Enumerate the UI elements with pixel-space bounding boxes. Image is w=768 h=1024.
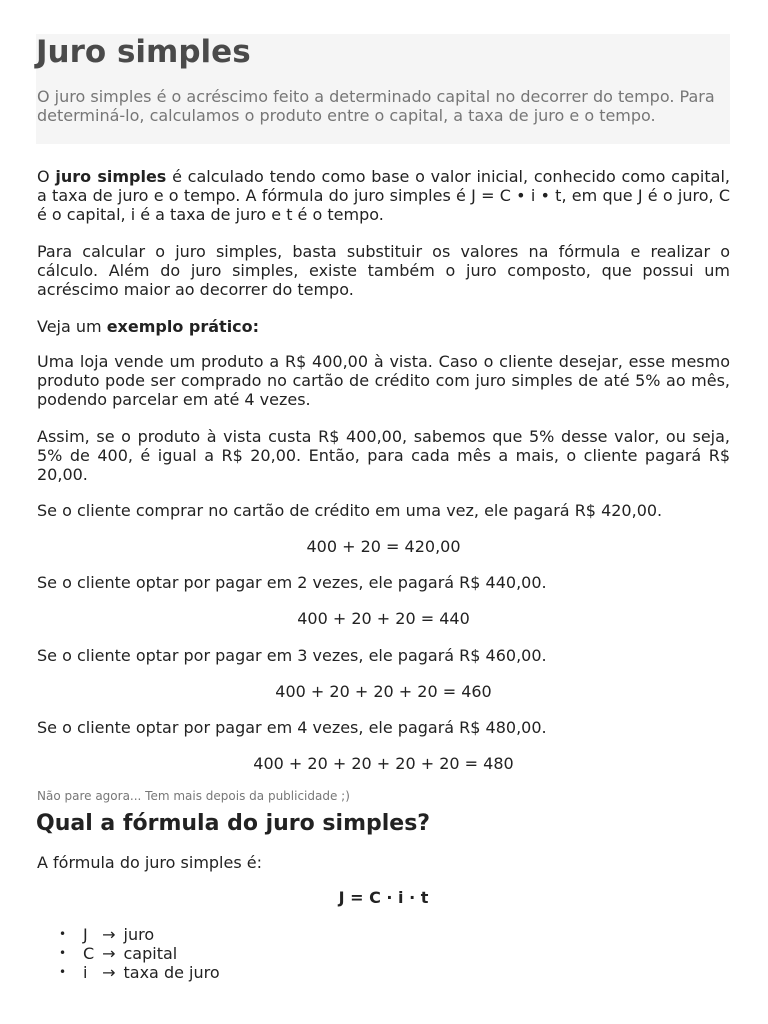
equation-two-times: 400 + 20 + 20 = 440 bbox=[297, 609, 470, 628]
section-heading-formula: Qual a fórmula do juro simples? bbox=[36, 811, 431, 836]
definition-meaning: taxa de juro bbox=[123, 963, 220, 982]
article-lead: O juro simples é o acréscimo feito a determinado capital no decorrer do tempo. Para determiná-lo, calculamos o produto entre o capital, a taxa de juro e o tempo. bbox=[37, 87, 715, 125]
formula-intro: A fórmula do juro simples é: bbox=[37, 853, 262, 872]
equation-four-times: 400 + 20 + 20 + 20 + 20 = 480 bbox=[253, 754, 514, 773]
bullet-icon: • bbox=[59, 946, 67, 960]
article-title: Juro simples bbox=[36, 34, 251, 70]
arrow-right-icon: → bbox=[102, 925, 116, 944]
paragraph-calculation: Para calcular o juro simples, basta substituir os valores na fórmula e realizar o cálculo. Além do juro simples, existe também o juro composto, que possui um acréscimo maior ao decorrer do tempo. bbox=[37, 242, 730, 299]
paragraph-intro-prefix: O bbox=[37, 167, 56, 186]
bullet-icon: • bbox=[59, 927, 67, 941]
arrow-right-icon: → bbox=[102, 944, 116, 963]
definition-item bbox=[37, 963, 220, 982]
example-bold: exemplo prático: bbox=[106, 317, 260, 336]
equation-three-times: 400 + 20 + 20 + 20 = 460 bbox=[275, 682, 492, 701]
definition-list bbox=[37, 925, 220, 982]
paragraph-percent: Assim, se o produto à vista custa R$ 400,00, sabemos que 5% desse valor, ou seja, 5% de 400, é igual a R$ 20,00. Então, para cada mês a mais, o cliente pagará R$ 20,00. bbox=[37, 427, 730, 484]
definition-symbol: J bbox=[83, 925, 88, 944]
paragraph-four-times: Se o cliente optar por pagar em 4 vezes, ele pagará R$ 480,00. bbox=[37, 718, 547, 737]
paragraph-three-times: Se o cliente optar por pagar em 3 vezes, ele pagará R$ 460,00. bbox=[37, 646, 547, 665]
formula: J = C · i · t bbox=[338, 888, 429, 907]
definition-symbol: i bbox=[83, 963, 88, 982]
definition-meaning: juro bbox=[123, 925, 155, 944]
example-prefix: Veja um bbox=[37, 317, 107, 336]
arrow-right-icon: → bbox=[102, 963, 116, 982]
paragraph-intro-rest: é calculado tendo como base o valor inicial, conhecido como capital, a taxa de juro e o tempo. A fórmula do juro simples é J = C • i • t, em que J é o juro, C é o capital, i é a taxa de juro e t é o tempo. bbox=[37, 167, 730, 224]
definition-item bbox=[37, 925, 220, 944]
paragraph-two-times: Se o cliente optar por pagar em 2 vezes, ele pagará R$ 440,00. bbox=[37, 573, 547, 592]
equation-one-time: 400 + 20 = 420,00 bbox=[306, 537, 461, 556]
paragraph-intro bbox=[37, 167, 730, 224]
ad-note: Não pare agora... Tem mais depois da publicidade ;) bbox=[37, 789, 350, 803]
paragraph-one-time: Se o cliente comprar no cartão de crédito em uma vez, ele pagará R$ 420,00. bbox=[37, 501, 663, 520]
paragraph-intro-bold: juro simples bbox=[55, 167, 167, 186]
definition-symbol: C bbox=[83, 944, 95, 963]
definition-item bbox=[37, 944, 220, 963]
paragraph-example-heading bbox=[37, 317, 730, 336]
paragraph-store: Uma loja vende um produto a R$ 400,00 à vista. Caso o cliente desejar, esse mesmo produto pode ser comprado no cartão de crédito com juro simples de até 5% ao mês, podendo parcelar em até 4 vezes. bbox=[37, 352, 730, 409]
bullet-icon: • bbox=[59, 965, 67, 979]
definition-meaning: capital bbox=[123, 944, 178, 963]
